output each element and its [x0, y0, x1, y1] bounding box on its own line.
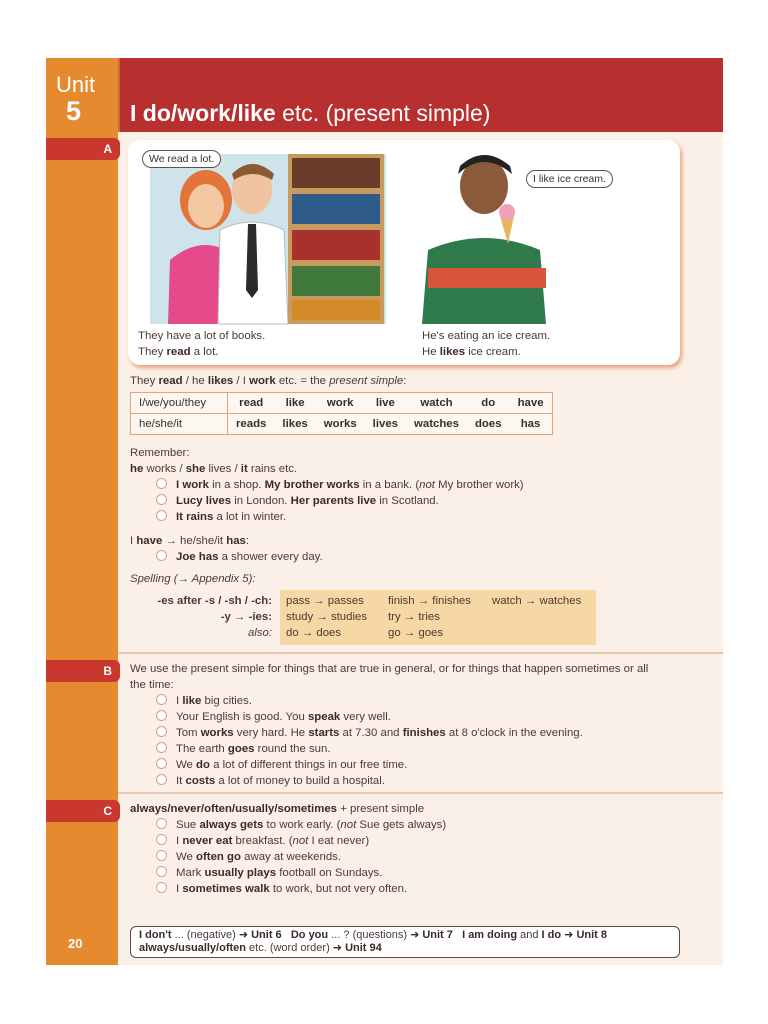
cross-reference-line1: I don't ... (negative) ➜ Unit 6 Do you ... ? (questions) ➜ Unit 7 I am doing and I do ➜ Unit 8: [139, 929, 607, 941]
table-cell: work: [316, 393, 365, 414]
present-simple-intro: They read / he likes / I work etc. = the present simple:: [130, 375, 407, 387]
table-cell: reads: [228, 414, 275, 435]
table-cell: watches: [406, 414, 467, 435]
table-cell: he/she/it: [131, 414, 228, 435]
list-item: The earth goes round the sun.: [156, 742, 331, 757]
rule-third-person: he works / she lives / it rains etc.: [130, 463, 298, 475]
checkbox-icon: [156, 710, 167, 721]
list-item: Mark usually plays football on Sundays.: [156, 866, 382, 881]
table-cell: read: [228, 393, 275, 414]
section-b-intro-line1: We use the present simple for things that are true in general, or for things that happen sometimes or all: [130, 663, 649, 675]
checkbox-icon: [156, 726, 167, 737]
link-unit-94[interactable]: ➜ Unit 94: [332, 942, 382, 954]
checkbox-icon: [156, 758, 167, 769]
list-item: Lucy lives in London. Her parents live in Scotland.: [156, 494, 439, 509]
checkbox-icon: [156, 494, 167, 505]
table-cell: have: [510, 393, 552, 414]
bookshelf: [288, 154, 384, 324]
checkbox-icon: [156, 866, 167, 877]
spelling-rule-also: also:: [247, 627, 272, 639]
table-cell: does: [467, 414, 510, 435]
spelling-example: try → tries: [388, 611, 440, 623]
section-tab-b: B: [46, 660, 120, 682]
page-number: 20: [68, 936, 83, 951]
list-item: We often go away at weekends.: [156, 850, 341, 865]
table-cell: do: [467, 393, 510, 414]
section-tab-c: C: [46, 800, 120, 822]
caption-left-line1: They have a lot of books.: [138, 330, 266, 342]
table-cell: lives: [365, 414, 406, 435]
list-item: Your English is good. You speak very well.: [156, 710, 391, 725]
cross-reference-box: [130, 926, 680, 958]
checkbox-icon: [156, 882, 167, 893]
spelling-rule-ies: -y → -ies:: [220, 611, 272, 623]
section-tab-a: A: [46, 138, 120, 160]
checkbox-icon: [156, 834, 167, 845]
table-cell: likes: [274, 414, 315, 435]
page: [46, 58, 723, 965]
unit-number: 5: [66, 96, 82, 126]
rule-have-has: I have → he/she/it has:: [130, 535, 250, 547]
list-item: Joe has a shower every day.: [156, 550, 323, 565]
checkbox-icon: [156, 742, 167, 753]
section-divider: [118, 652, 723, 654]
section-divider: [118, 792, 723, 794]
caption-left-line2: They read a lot.: [138, 346, 219, 358]
table-cell: has: [510, 414, 552, 435]
list-item: I like big cities.: [156, 694, 252, 709]
spelling-rule-es: -es after -s / -sh / -ch:: [157, 595, 272, 607]
table-cell: live: [365, 393, 406, 414]
link-unit-8[interactable]: ➜ Unit 8: [561, 929, 607, 941]
speech-bubble-left: We read a lot.: [142, 150, 221, 168]
page-title: I do/work/like etc. (present simple): [130, 100, 491, 126]
checkbox-icon: [156, 510, 167, 521]
checkbox-icon: [156, 774, 167, 785]
table-row: [131, 414, 553, 435]
link-unit-6[interactable]: ➜ Unit 6: [238, 929, 282, 941]
table-cell: watch: [406, 393, 467, 414]
remember-label: Remember:: [130, 447, 190, 459]
spelling-example: go → goes: [388, 627, 444, 639]
cross-reference-line2: always/usually/often etc. (word order) ➜ Unit 94: [139, 942, 382, 954]
section-b-intro-line2: the time:: [130, 679, 174, 691]
caption-right-line2: He likes ice cream.: [422, 346, 521, 358]
conjugation-table: [130, 392, 553, 435]
list-item: I never eat breakfast. (not I eat never): [156, 834, 369, 849]
link-unit-7[interactable]: ➜ Unit 7: [410, 929, 453, 941]
unit-box: [46, 58, 120, 132]
spelling-example: pass → passes: [286, 595, 364, 607]
list-item: Tom works very hard. He starts at 7.30 and finishes at 8 o'clock in the evening.: [156, 726, 583, 741]
list-item: It rains a lot in winter.: [156, 510, 286, 525]
spelling-example: watch → watches: [492, 595, 582, 607]
table-cell: like: [274, 393, 315, 414]
sidebar: [46, 58, 118, 965]
checkbox-icon: [156, 478, 167, 489]
checkbox-icon: [156, 694, 167, 705]
list-item: We do a lot of different things in our free time.: [156, 758, 407, 773]
list-item: I sometimes walk to work, but not very often.: [156, 882, 407, 897]
caption-right-line1: He's eating an ice cream.: [422, 330, 551, 342]
table-cell: I/we/you/they: [131, 393, 228, 414]
unit-label: Unit: [56, 72, 96, 97]
spelling-example: study → studies: [286, 611, 368, 623]
spelling-label: Spelling (→ Appendix 5):: [130, 573, 256, 585]
section-c-intro: always/never/often/usually/sometimes + present simple: [130, 803, 425, 815]
spelling-example: finish → finishes: [388, 595, 471, 607]
checkbox-icon: [156, 850, 167, 861]
speech-bubble-right: I like ice cream.: [526, 170, 613, 188]
table-cell: works: [316, 414, 365, 435]
checkbox-icon: [156, 550, 167, 561]
illustration-panel: [128, 140, 680, 365]
list-item: Sue always gets to work early. (not Sue gets always): [156, 818, 446, 833]
checkbox-icon: [156, 818, 167, 829]
spelling-example: do → does: [286, 627, 342, 639]
list-item: It costs a lot of money to build a hospital.: [156, 774, 385, 789]
table-row: [131, 393, 553, 414]
list-item: I work in a shop. My brother works in a bank. (not My brother work): [156, 478, 524, 493]
